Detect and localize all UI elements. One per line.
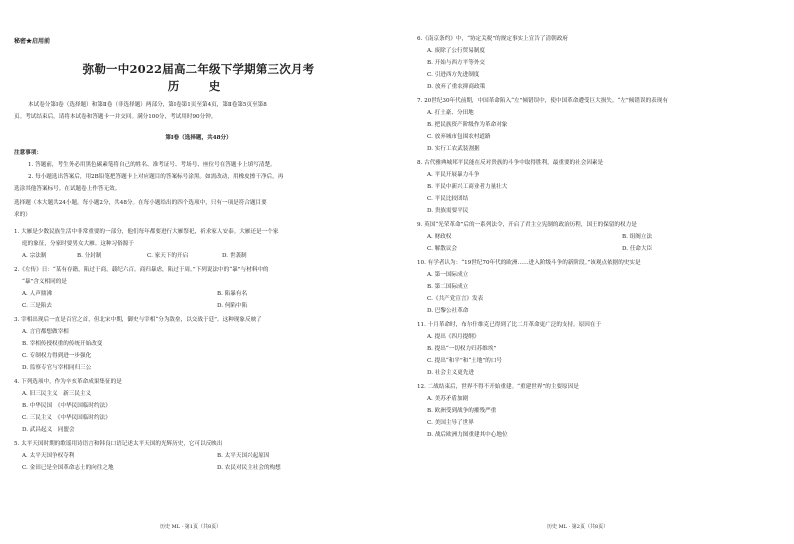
mc-heading: 选择题（本大题共24小题，每小题2分，共48分。在每小题给出的四个选项中，只有一项是符合题目要	[14, 200, 267, 206]
question-stem: 9. 英国“光荣革命”后的一系列法令，开启了君主立宪制的政治历程，国王的保留的权力是	[417, 222, 637, 228]
answer-option: B. 太平天国兴起原因	[217, 453, 270, 459]
page-footer: 历史 ML · 第2页（共8页）	[547, 524, 609, 530]
question-stem: 2.《左传》日：“某有存籍，陷过于商，载纪六百。商归暴虐，陷过于周。”下列说法中的“暴”与材料中的	[14, 267, 269, 273]
answer-option: A. 言官都想做宰相	[22, 329, 69, 335]
part-title: 第Ⅰ卷（选择题，共48分）	[165, 135, 232, 141]
exam-page-2	[397, 0, 794, 544]
answer-option: D. 战后欧洲力图重建其中心地位	[427, 432, 508, 438]
answer-option: C.《共产党宣言》发表	[427, 296, 484, 302]
answer-option: A. 第一国际成立	[427, 272, 469, 278]
mc-heading: 求的）	[14, 212, 31, 218]
answer-option: A. 美苏矛盾加剧	[427, 396, 469, 402]
answer-option: C. 家天下的开启	[147, 253, 189, 259]
answer-option: A. 打土豪、分田地	[427, 110, 474, 116]
answer-option: A. 提出《四月提纲》	[427, 334, 480, 340]
answer-option: D. 任命大臣	[622, 246, 653, 252]
question-stem: 6.《南京条约》中，“协定关税”的规定事实上宣告了清朝政府	[417, 36, 568, 42]
page-footer: 历史 ML · 第1页（共8页）	[160, 524, 222, 530]
intro-line: 本试卷分第Ⅰ卷（选择题）和第Ⅱ卷（非选择题）两部分，第Ⅰ卷第1页至第4页，第Ⅱ卷第5页至第8	[28, 102, 267, 108]
question-stem: “暴”含义相同的是	[22, 279, 67, 285]
question-stem: 7. 20世纪30年代前期，中国革命陷入“左”倾错误中，使中国革命遭受巨大损失。“左”倾错误的表现有	[417, 98, 668, 104]
answer-option: A. 平民开展暴力斗争	[427, 172, 480, 178]
question-stem: 4. 下列选项中，作为辛亥革命成果集征的是	[14, 379, 122, 385]
answer-option: B. 平民中新兴工商业者力量壮大	[427, 184, 508, 190]
answer-option: D. 社会主义更先进	[427, 370, 474, 376]
answer-option: D. 放弃了重农抑商政策	[427, 84, 486, 90]
answer-option: D. 贵族需要平民	[427, 208, 469, 214]
answer-option: A. 宗法制	[22, 253, 47, 259]
question-stem: 3. 宰相出现后一直是百官之首，但北宋中期，御史与宰相“分为敌垒，以交战于廷”。这种现象反映了	[14, 317, 262, 323]
answer-option: D. 监察专官与宰相同归三公	[22, 365, 92, 371]
answer-option: A. 废除了公行贸易制度	[427, 48, 485, 54]
answer-option: C. 提出“和平”和“土地”的口号	[427, 358, 503, 364]
answer-option: C. 解散议会	[427, 246, 458, 252]
answer-option: C. 美国主导了世界	[427, 420, 474, 426]
notice-line: 1. 答题前，考生务必用黑色碳素笔将自己的姓名、准考证号、考场号、座位号在答题卡上填写清楚。	[28, 162, 276, 168]
answer-option: D. 何陷中陷	[217, 303, 248, 309]
answer-option: A. 太平天国争权夺利	[22, 453, 75, 459]
answer-option: B. 欧洲受到战争的摧残严重	[427, 408, 497, 414]
answer-option: A. 人声鼎沸	[22, 291, 52, 297]
notice-line: 2. 每小题选出答案后，用2B铅笔把答题卡上对应题目的答案标号涂黑。如需改动，用橡皮擦干净后，再	[28, 174, 284, 180]
question-stem: 8. 古代雅典城邦平民能在反对贵族的斗争中取得胜利，最重要的社会因素是	[417, 160, 604, 166]
secret-label: 秘密★启用前	[14, 38, 51, 45]
answer-option: C. 金田已是全国革命志士的向往之地	[22, 465, 114, 471]
answer-option: A. 旧三民主义 新三民主义	[22, 391, 92, 397]
answer-option: B. 把民族资产阶级作为革命对象	[427, 122, 508, 128]
answer-option: B. 陷暴有名	[217, 291, 248, 297]
answer-option: C. 三是陷去	[22, 303, 53, 309]
answer-option: C. 引进西方先进制度	[427, 72, 480, 78]
question-stem: 庭的象征，分家时要男女大雁。这种习俗源于	[22, 241, 134, 247]
answer-option: C. 平民比较团结	[427, 196, 469, 202]
subject-title: 历 史	[167, 79, 230, 93]
answer-option: B. 组阁立法	[622, 234, 653, 240]
answer-option: C. 放弃城市包围农村道路	[427, 134, 491, 140]
answer-option: B. 中华民国 《中华民国临时约法》	[22, 403, 111, 409]
question-stem: 1. 大雁是少数民族生活中非常重要的一部分，他们每年都要进行大雁祭祀，祈求家人安泰。大雁还是一个家	[14, 229, 279, 235]
answer-option: D. 世袭制	[222, 253, 247, 259]
question-stem: 5. 太平天国时期的歌谣用诗语言和韩良口语记述太平天国的光辉历史，它可以反映出	[14, 441, 223, 447]
answer-option: D. 巴黎公社革命	[427, 308, 469, 314]
answer-option: B. 宰相传授权重的传统开始改变	[22, 341, 103, 347]
question-stem: 11. 十月革命时，布尔什维克已得到了比二月革命更广泛的支持。原因在于	[417, 322, 602, 328]
answer-option: C. 专制权力得到进一步强化	[22, 353, 92, 359]
answer-option: D. 实行工农武装割据	[427, 146, 480, 152]
answer-option: B. 第二国际成立	[427, 284, 469, 290]
exam-title: 弥勒一中2022届高二年级下学期第三次月考	[82, 62, 315, 76]
answer-option: A. 财政权	[427, 234, 452, 240]
intro-line: 页。考试结束后，请将本试卷和答题卡一并交回。满分100分，考试用时90分钟。	[14, 114, 217, 120]
notice-title: 注意事项：	[14, 150, 42, 156]
question-stem: 12. 二战结束后，世界不得不开始重建。“重建世界”的主要原因是	[417, 384, 579, 390]
answer-option: D. 农民对民主社会的构想	[217, 465, 281, 471]
answer-option: B. 分封制	[77, 253, 102, 259]
answer-option: B. 开始与西方平等外交	[427, 60, 486, 66]
answer-option: B. 提出“一切权力归苏维埃”	[427, 346, 497, 352]
notice-line: 选涂其他答案标号。在试题卷上作答无效。	[14, 186, 121, 192]
answer-option: C. 三民主义 《中华民国临时约法》	[22, 415, 111, 421]
answer-option: D. 武昌起义 同盟会	[22, 427, 75, 433]
question-stem: 10. 有学者认为：“19世纪70年代的欧洲……进入阶级斗争的新阶段。”该观点依据的史实是	[417, 260, 641, 266]
